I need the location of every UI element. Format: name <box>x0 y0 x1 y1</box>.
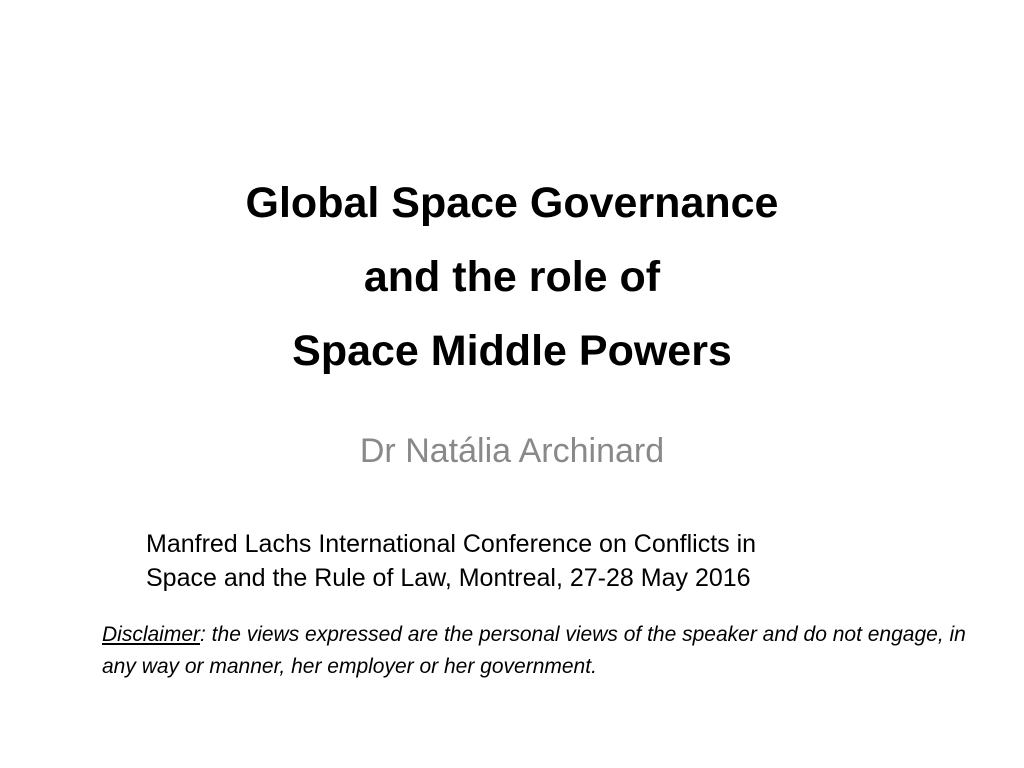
conference-info <box>146 527 946 595</box>
disclaimer <box>102 619 982 683</box>
disclaimer-label: Disclaimer <box>102 623 201 646</box>
slide-title-line-3: Space Middle Powers <box>292 327 732 375</box>
conference-line-1: Manfred Lachs International Conference on Conflicts in <box>146 530 757 558</box>
slide-title <box>112 166 912 388</box>
author-name: Dr Natália Archinard <box>359 432 665 470</box>
disclaimer-text: : the views expressed are the personal views of the speaker and do not engage, in any way or manner, her employer or her government. <box>102 623 966 678</box>
conference-line-2: Space and the Rule of Law, Montreal, 27-28 May 2016 <box>146 564 751 592</box>
slide-title-line-1: Global Space Governance <box>245 179 779 227</box>
slide-title-line-2: and the role of <box>363 253 661 301</box>
